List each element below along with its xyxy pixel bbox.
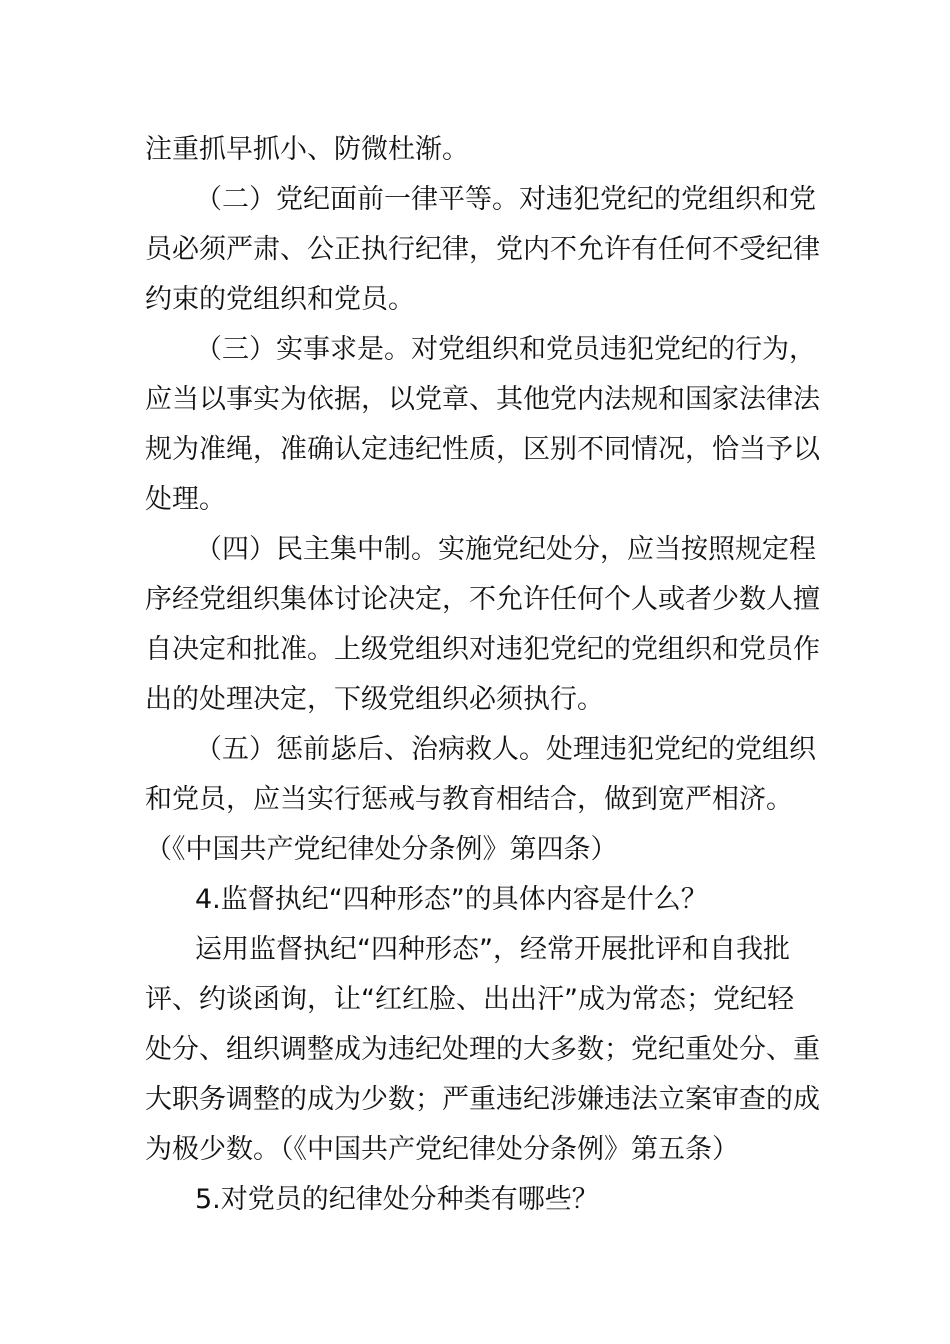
text-line: 规为准绳，准确认定违纪性质，区别不同情况，恰当予以	[145, 434, 820, 465]
text-line: 自决定和批准。上级党组织对违犯党纪的党组织和党员作	[145, 634, 820, 665]
text-line: 员必须严肃、公正执行纪律，党内不允许有任何不受纪律	[145, 234, 820, 265]
question-5-heading: 5.对党员的纪律处分种类有哪些？	[195, 1184, 599, 1215]
citation-line: （《中国共产党纪律处分条例》第四条）	[145, 834, 618, 865]
citation-line: 为极少数。（《中国共产党纪律处分条例》第五条）	[145, 1134, 739, 1165]
text-line: 注重抓早抓小、防微杜渐。	[145, 134, 469, 165]
text-line: 序经党组织集体讨论决定，不允许任何个人或者少数人擅	[145, 584, 820, 615]
paragraph-3-heading-line: （三）实事求是。对党组织和党员违犯党纪的行为，	[195, 334, 816, 365]
answer-4-first-line: 运用监督执纪“四种形态”，经常开展批评和自我批	[195, 934, 790, 965]
paragraph-4-heading-line: （四）民主集中制。实施党纪处分，应当按照规定程	[195, 534, 816, 565]
text-line: 评、约谈函询，让“红红脸、出出汗”成为常态；党纪轻	[145, 984, 794, 1015]
text-line: 约束的党组织和党员。	[145, 284, 415, 315]
paragraph-2-heading-line: （二）党纪面前一律平等。对违犯党纪的党组织和党	[195, 184, 816, 215]
text-line: 和党员，应当实行惩戒与教育相结合，做到宽严相济。	[145, 784, 793, 815]
text-line: 大职务调整的成为少数；严重违纪涉嫌违法立案审查的成	[145, 1084, 820, 1115]
text-line: 处分、组织调整成为违纪处理的大多数；党纪重处分、重	[145, 1034, 820, 1065]
paragraph-5-heading-line: （五）惩前毖后、治病救人。处理违犯党纪的党组织	[195, 734, 816, 765]
text-line: 处理。	[145, 484, 226, 515]
text-line: 出的处理决定，下级党组织必须执行。	[145, 684, 604, 715]
text-line: 应当以事实为依据，以党章、其他党内法规和国家法律法	[145, 384, 820, 415]
question-4-heading: 4.监督执纪“四种形态”的具体内容是什么？	[195, 884, 708, 915]
